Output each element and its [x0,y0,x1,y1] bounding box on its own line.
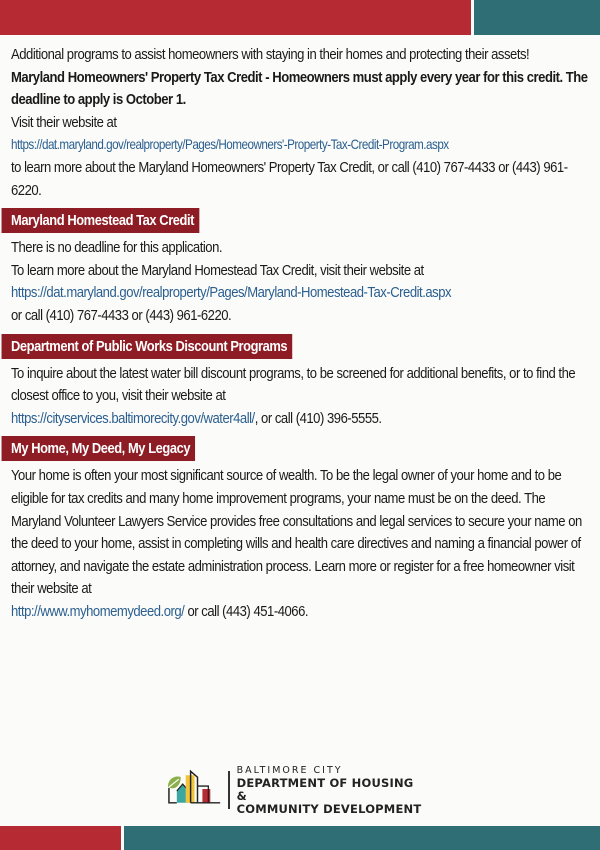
homeowners-credit-link[interactable]: https://dat.maryland.gov/realproperty/Pages/Homeowners'-Property-Tax-Credit-Program.aspx [11,137,449,153]
bottom-red-bar [0,826,121,850]
bottom-teal-bar [124,826,600,850]
buildings-leaf-logo-icon [165,769,222,811]
dpw-link[interactable]: https://cityservices.baltimorecity.gov/water4all/ [11,409,255,427]
dpw-phone: , or call (410) 396-5555. [254,409,382,427]
intro-text: Additional programs to assist homeowners with staying in their homes and protecting their assets! [11,46,530,63]
logo-line-3: COMMUNITY DEVELOPMENT [236,802,422,816]
section-header-dpw: Department of Public Works Discount Programs [2,334,293,359]
homestead-line1: There is no deadline for this application. [11,239,223,257]
dhcd-logo [165,765,425,816]
logo-line-2: DEPARTMENT OF HOUSING & [236,776,414,803]
homestead-phone: or call (410) 767-4433 or (443) 961-6220. [11,306,232,324]
section-header-homestead: Maryland Homestead Tax Credit [2,208,200,233]
dpw-body-text: To inquire about the latest water bill discount programs, to be screened for additional benefits, or to find the closest office to you, visit their website at [11,364,576,405]
document-content [11,44,596,623]
homestead-line2: To learn more about the Maryland Homestead Tax Credit, visit their website at [11,261,424,279]
top-red-bar [0,0,471,35]
my-home-phone: or call (443) 451-4066. [184,602,309,620]
homeowners-credit-title: Maryland Homeowners' Property Tax Credit - Homeowners must apply every year for this credit. The deadline to apply is October 1. [11,68,588,109]
top-teal-bar [474,0,600,35]
logo-divider [228,771,229,809]
homeowners-credit-visit: Visit their website at [11,113,117,131]
dpw-body [11,363,596,431]
my-home-body-text: Your home is often your most significant source of wealth. To be the legal owner of your home and to be eligible for tax credits and many home improvement programs, your name must be on the deed. The Maryland Volunteer Lawyers Service provides free consultations and legal services to secure your name on the deed to your home, assist in completing wills and health care directives and naming a financial power of attorney, and navigate the estate administration process. Learn more or register for a free homeowner visit their website at [11,467,582,598]
logo-line-1: BALTIMORE CITY [236,765,343,776]
my-home-body [11,465,596,623]
my-home-link[interactable]: http://www.myhomemydeed.org/ [11,602,185,620]
section-header-my-home-my-deed: My Home, My Deed, My Legacy [2,436,196,461]
homestead-link[interactable]: https://dat.maryland.gov/realproperty/Pages/Maryland-Homestead-Tax-Credit.aspx [11,284,452,302]
logo-text [237,764,425,816]
homeowners-credit-learn-more: to learn more about the Maryland Homeowners' Property Tax Credit, or call (410) 767-4433 or (443) 961-6220. [11,158,568,199]
